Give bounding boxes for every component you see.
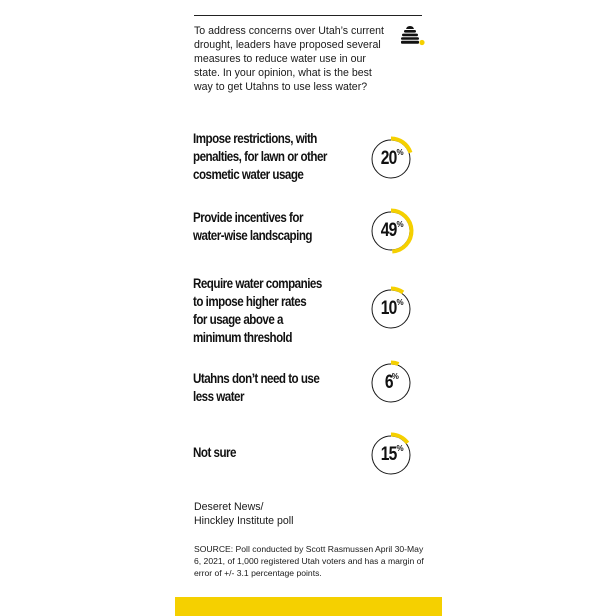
- percent-ring: [368, 432, 414, 478]
- option-label-line: to impose higher rates: [193, 294, 307, 309]
- option-label-line: Not sure: [193, 445, 236, 460]
- percent-ring: [368, 208, 414, 254]
- percent-value: [368, 208, 414, 254]
- option-label-line: less water: [193, 389, 244, 404]
- option-label-line: penalties, for lawn or other: [193, 149, 327, 164]
- credit-line-1: Deseret News/: [194, 501, 264, 513]
- footer-accent-bar: [175, 597, 442, 616]
- source-note: SOURCE: Poll conducted by Scott Rasmussen April 30-May 6, 2021, of 1,000 registered Utah voters and has a margin of error of +/- 3.1 percentage points.: [194, 544, 424, 578]
- option-label-line: for usage above a: [193, 312, 283, 327]
- credit-line-2: Hinckley Institute poll: [194, 515, 294, 527]
- option-label: [193, 444, 331, 462]
- percent-value: [368, 136, 414, 182]
- percent-sign: %: [396, 148, 403, 157]
- option-label-line: cosmetic water usage: [193, 167, 304, 182]
- percent-value: [368, 286, 414, 332]
- percent-value: [368, 360, 414, 406]
- percent-number: 20: [381, 148, 397, 169]
- option-label: [193, 370, 331, 406]
- percent-number: 10: [381, 298, 397, 319]
- option-label: [193, 130, 331, 184]
- percent-number: 49: [381, 220, 397, 241]
- option-label-line: Impose restrictions, with: [193, 131, 317, 146]
- percent-sign: %: [391, 372, 398, 381]
- percent-sign: %: [396, 298, 403, 307]
- option-label-line: water-wise landscaping: [193, 228, 312, 243]
- percent-number: 15: [381, 444, 397, 465]
- logo-dot: [419, 40, 424, 45]
- percent-sign: %: [396, 444, 403, 453]
- top-rule: [194, 15, 422, 16]
- percent-value: [368, 432, 414, 478]
- percent-sign: %: [396, 220, 403, 229]
- option-label: [193, 209, 331, 245]
- percent-ring: [368, 360, 414, 406]
- percent-ring: [368, 286, 414, 332]
- credit: [194, 500, 394, 528]
- beehive-icon: [398, 26, 426, 46]
- percent-ring: [368, 136, 414, 182]
- question-text: To address concerns over Utah’s current drought, leaders have proposed several measures to reduce water use in our state. In your opinion, what is the best way to get Utahns to use less water?: [194, 25, 384, 93]
- option-label-line: minimum threshold: [193, 330, 292, 345]
- option-label-line: Provide incentives for: [193, 210, 303, 225]
- option-label: [193, 275, 331, 347]
- option-label-line: Utahns don’t need to use: [193, 371, 320, 386]
- percent-number: 6: [385, 372, 393, 393]
- option-label-line: Require water companies: [193, 276, 322, 291]
